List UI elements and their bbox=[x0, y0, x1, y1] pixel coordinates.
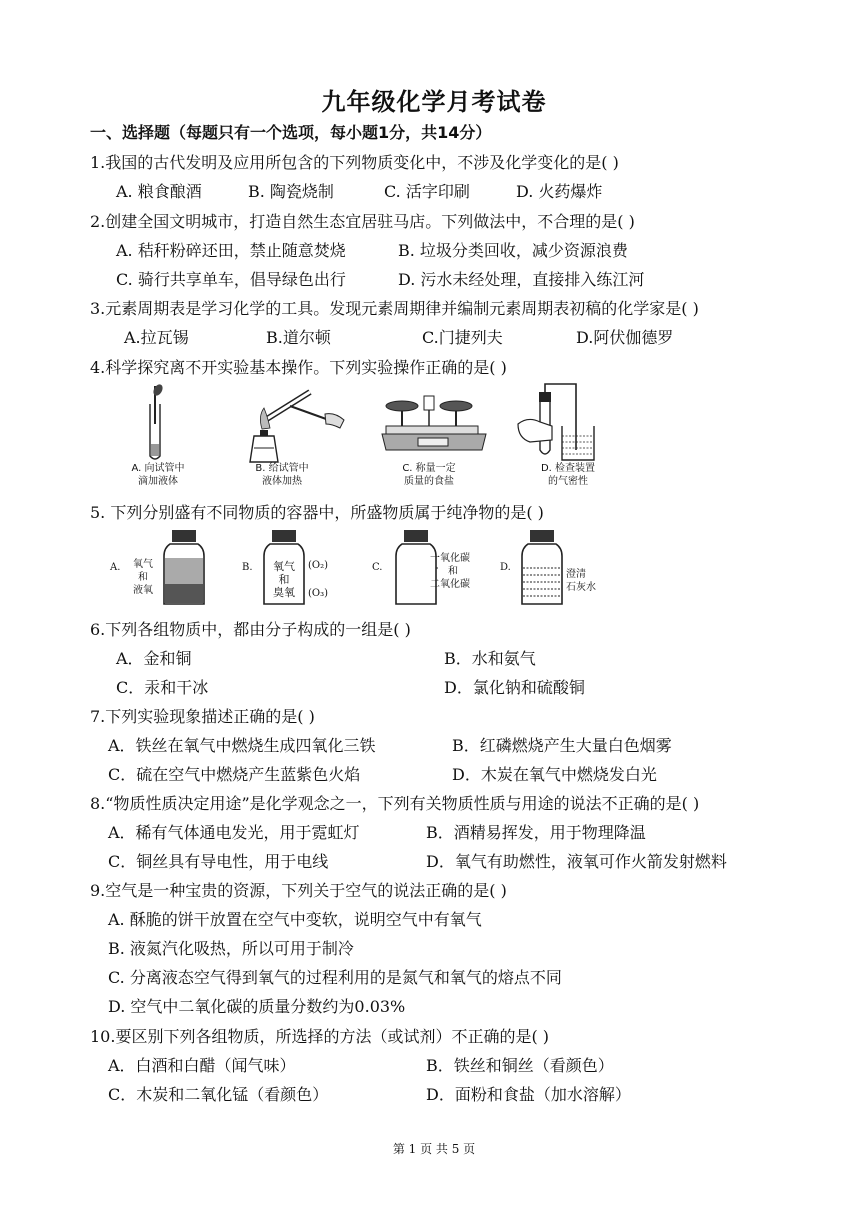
q9-option-d: D. 空气中二氧化碳的质量分数约为0.03% bbox=[108, 997, 406, 1016]
q6-option-a: A．金和铜 bbox=[116, 649, 192, 668]
q7-option-b: B．红磷燃烧产生大量白色烟雾 bbox=[452, 736, 672, 755]
q4-caption-c: C. 称量一定 质量的食盐 bbox=[402, 463, 456, 487]
question-4-stem: 4.科学探究离不开实验基本操作。下列实验操作正确的是( ) bbox=[90, 358, 507, 377]
q8-option-d: D．氧气有助燃性，液氧可作火箭发射燃料 bbox=[426, 852, 727, 871]
q2-option-c: C. 骑行共享单车，倡导绿色出行 bbox=[116, 270, 346, 289]
figure-balance-scale bbox=[380, 392, 490, 460]
question-6-stem: 6.下列各组物质中，都由分子构成的一组是( ) bbox=[90, 620, 411, 639]
question-2-stem: 2.创建全国文明城市，打造自然生态宜居驻马店。下列做法中，不合理的是( ) bbox=[90, 212, 635, 231]
q8-option-c: C．铜丝具有导电性，用于电线 bbox=[108, 852, 329, 871]
q6-option-c: C．汞和干冰 bbox=[116, 678, 209, 697]
bottle-a-icon bbox=[162, 528, 206, 606]
figure-dropper-test-tube bbox=[138, 384, 178, 464]
q10-option-d: D．面粉和食盐（加水溶解） bbox=[426, 1085, 631, 1104]
q10-option-c: C．木炭和二氧化锰（看颜色） bbox=[108, 1085, 329, 1104]
q2-option-d: D. 污水未经处理，直接排入练江河 bbox=[398, 270, 645, 289]
q5-bottle-a-labels: 氧气 和 液氧 bbox=[133, 559, 153, 596]
q6-option-b: B．水和氨气 bbox=[444, 649, 536, 668]
q5-bottle-c-labels: 一氧化碳 和 二氧化碳 bbox=[430, 553, 470, 590]
q3-option-d: D.阿伏伽德罗 bbox=[576, 328, 674, 347]
q4-caption-b: B. 给试管中 液体加热 bbox=[255, 463, 309, 487]
q5-bottle-b-formula-2: (O₃) bbox=[308, 588, 329, 599]
q4-caption-d: D. 检查装置 的气密性 bbox=[540, 463, 596, 487]
question-7-stem: 7.下列实验现象描述正确的是( ) bbox=[90, 707, 315, 726]
q9-option-a: A. 酥脆的饼干放置在空气中变软，说明空气中有氧气 bbox=[108, 910, 482, 929]
q8-option-a: A．稀有气体通电发光，用于霓虹灯 bbox=[108, 823, 360, 842]
question-5-stem: 5. 下列分别盛有不同物质的容器中，所盛物质属于纯净物的是( ) bbox=[90, 503, 544, 522]
q1-option-d: D. 火药爆炸 bbox=[516, 182, 603, 201]
q5-bottle-d-letter: D. bbox=[500, 562, 511, 573]
q5-bottle-c-letter: C. bbox=[372, 562, 383, 573]
figure-airtightness-check bbox=[510, 380, 600, 464]
q1-option-c: C. 活字印刷 bbox=[384, 182, 470, 201]
question-8-stem: 8.“物质性质决定用途”是化学观念之一，下列有关物质性质与用途的说法不正确的是( ) bbox=[90, 794, 700, 813]
q7-option-d: D．木炭在氧气中燃烧发白光 bbox=[452, 765, 657, 784]
page-title: 九年级化学月考试卷 bbox=[321, 88, 547, 116]
q5-bottle-d-labels: 澄清 石灰水 bbox=[566, 569, 596, 593]
page-footer: 第 1 页 共 5 页 bbox=[392, 1142, 476, 1156]
q10-option-b: B．铁丝和铜丝（看颜色） bbox=[426, 1056, 614, 1075]
q5-bottle-a-letter: A. bbox=[110, 562, 121, 573]
figure-heating-test-tube bbox=[240, 384, 350, 464]
q3-option-c: C.门捷列夫 bbox=[422, 328, 503, 347]
q9-option-b: B. 液氮汽化吸热，所以可用于制冷 bbox=[108, 939, 354, 958]
q5-bottle-b-labels: 氧气 和 臭氧 bbox=[273, 560, 295, 599]
q4-caption-a: A. 向试管中 滴加液体 bbox=[131, 463, 185, 487]
section-heading: 一、选择题（每题只有一个选项，每小题1分，共14分） bbox=[90, 123, 492, 142]
question-10-stem: 10.要区别下列各组物质，所选择的方法（或试剂）不正确的是( ) bbox=[90, 1027, 550, 1046]
q5-bottle-b-letter: B. bbox=[242, 562, 253, 573]
q9-option-c: C. 分离液态空气得到氧气的过程利用的是氮气和氧气的熔点不同 bbox=[108, 968, 562, 987]
q5-bottle-b-formula-1: (O₂) bbox=[308, 560, 329, 571]
q1-option-a: A. 粮食酿酒 bbox=[116, 182, 202, 201]
q3-option-a: A.拉瓦锡 bbox=[124, 328, 189, 347]
q8-option-b: B．酒精易挥发，用于物理降温 bbox=[426, 823, 646, 842]
q7-option-a: A．铁丝在氧气中燃烧生成四氧化三铁 bbox=[108, 736, 376, 755]
question-3-stem: 3.元素周期表是学习化学的工具。发现元素周期律并编制元素周期表初稿的化学家是( ) bbox=[90, 299, 699, 318]
question-1-stem: 1.我国的古代发明及应用所包含的下列物质变化中，不涉及化学变化的是( ) bbox=[90, 153, 619, 172]
q2-option-b: B. 垃圾分类回收，减少资源浪费 bbox=[398, 241, 628, 260]
q2-option-a: A. 秸秆粉碎还田，禁止随意焚烧 bbox=[116, 241, 346, 260]
q7-option-c: C．硫在空气中燃烧产生蓝紫色火焰 bbox=[108, 765, 361, 784]
q10-option-a: A．白酒和白醋（闻气味） bbox=[108, 1056, 296, 1075]
bottle-d-icon bbox=[520, 528, 564, 606]
q1-option-b: B. 陶瓷烧制 bbox=[248, 182, 334, 201]
question-9-stem: 9.空气是一种宝贵的资源，下列关于空气的说法正确的是( ) bbox=[90, 881, 507, 900]
q3-option-b: B.道尔顿 bbox=[266, 328, 331, 347]
q6-option-d: D．氯化钠和硫酸铜 bbox=[444, 678, 585, 697]
